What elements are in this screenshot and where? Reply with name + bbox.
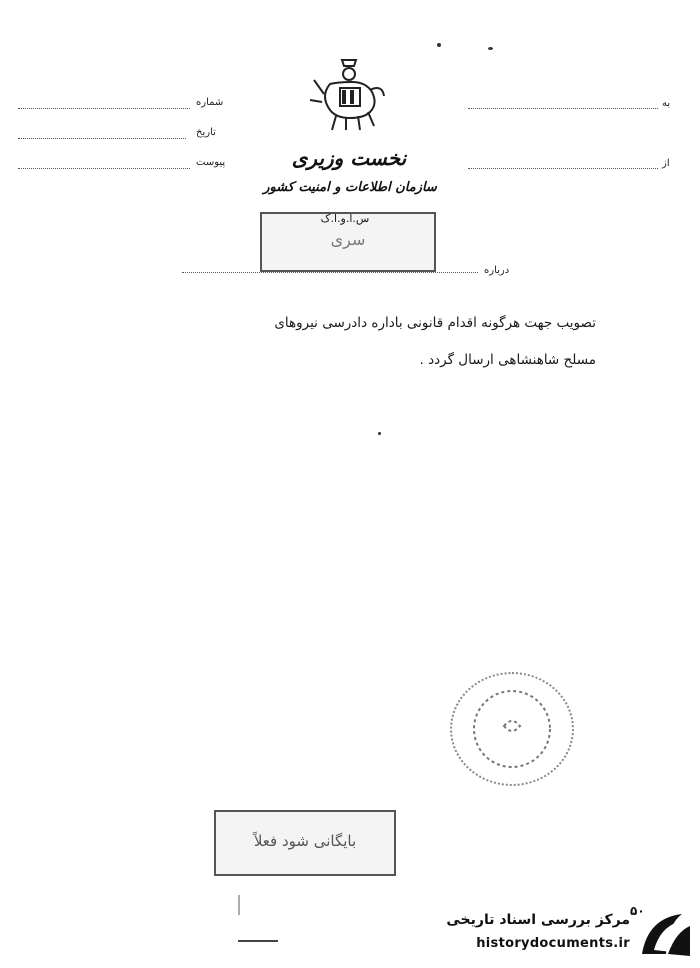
seal-emblem-icon	[452, 674, 572, 784]
subject-label: درباره	[484, 265, 510, 276]
from-label: از	[662, 158, 670, 169]
to-label: به	[662, 98, 671, 109]
watermark	[410, 906, 696, 962]
body-line-1: تصویب جهت هرگونه اقدام قانونی باداره دادرسی نیروهای	[274, 315, 596, 331]
classification-stamp-text: سری	[330, 230, 366, 249]
archive-stamp	[214, 810, 396, 876]
watermark-title: مرکز بررسی اسناد تاریخی	[446, 912, 630, 928]
archive-stamp-text: بایگانی شود فعلاً	[253, 832, 357, 850]
attachment-label: پیوست	[196, 157, 226, 168]
to-dots	[468, 108, 658, 109]
number-dots	[18, 108, 190, 109]
date-label: تاریخ	[196, 127, 216, 138]
attachment-dots	[18, 168, 190, 169]
subject-dots	[182, 272, 478, 273]
scan-mark	[238, 940, 278, 942]
history-documents-logo-icon	[638, 910, 692, 960]
date-dots	[18, 138, 186, 139]
round-seal	[450, 672, 574, 786]
scan-speck	[378, 432, 381, 435]
from-dots	[468, 168, 658, 169]
number-label: شماره	[196, 97, 224, 108]
lion-and-sun-emblem-icon	[306, 54, 392, 140]
body-line-2: مسلح شاهنشاهی ارسال گردد .	[419, 352, 596, 368]
scan-mark	[238, 895, 240, 915]
page-number: ۵۰	[630, 904, 645, 918]
scan-speck	[488, 47, 493, 50]
watermark-url: historydocuments.ir	[476, 936, 630, 951]
ministry-title: نخست وزیری	[291, 146, 407, 170]
scan-speck	[437, 43, 441, 47]
classification-stamp	[260, 212, 436, 272]
organization-title: سازمان اطلاعات و امنیت کشور	[263, 180, 437, 195]
organization-code: س.ا.و.ا.ک	[320, 212, 370, 225]
